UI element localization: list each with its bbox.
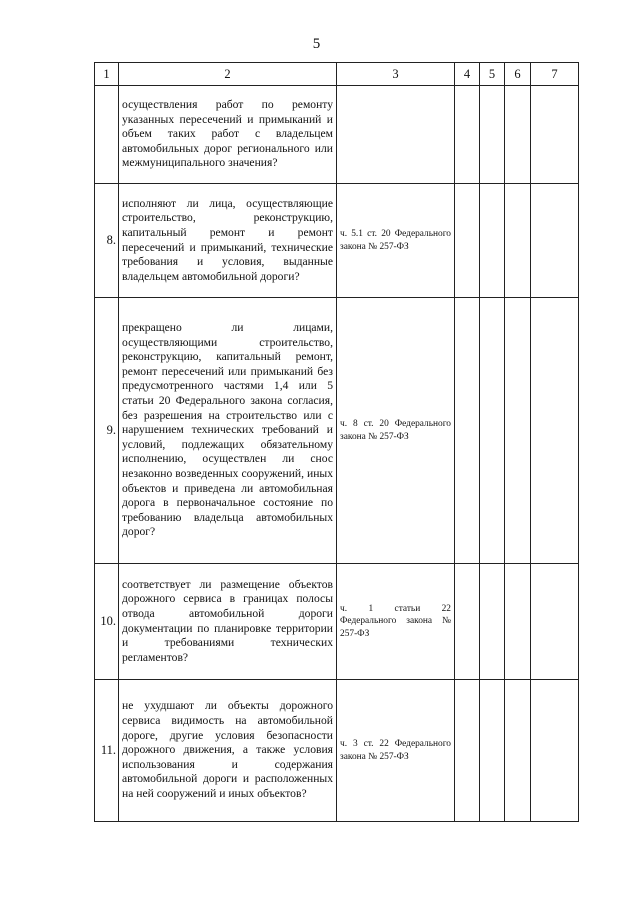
answer-cell-4 bbox=[455, 298, 480, 564]
header-row bbox=[95, 63, 579, 86]
note-cell-7 bbox=[531, 86, 579, 184]
table-row bbox=[95, 298, 579, 564]
answer-cell-6 bbox=[505, 564, 531, 680]
table-row bbox=[95, 680, 579, 822]
header-cell-2: 2 bbox=[119, 63, 337, 86]
header-cell-7: 7 bbox=[531, 63, 579, 86]
row-number: 11. bbox=[95, 680, 119, 822]
answer-cell-6 bbox=[505, 298, 531, 564]
table-row bbox=[95, 564, 579, 680]
reference-cell: ч. 1 статьи 22 Федерального закона № 257-ФЗ bbox=[337, 564, 455, 680]
header-cell-3: 3 bbox=[337, 63, 455, 86]
reference-cell: ч. 5.1 ст. 20 Федерального закона № 257-ФЗ bbox=[337, 184, 455, 298]
row-number bbox=[95, 86, 119, 184]
question-cell: исполняют ли лица, осуществляющие строительство, реконструкцию, капитальный ремонт и ремонт пересечений и примыканий, технические требования и условия, выданные владельцем автомобильной дороги? bbox=[119, 184, 337, 298]
note-cell-7 bbox=[531, 564, 579, 680]
header-cell-1: 1 bbox=[95, 63, 119, 86]
row-number: 9. bbox=[95, 298, 119, 564]
answer-cell-6 bbox=[505, 184, 531, 298]
answer-cell-6 bbox=[505, 680, 531, 822]
question-cell: прекращено ли лицами, осуществляющими строительство, реконструкцию, капитальный ремонт, ремонт пересечений или примыканий без предусмотренного частями 1,4 или 5 статьи 20 Федерального закона согласия, без разрешения на строительство или с нарушением технических требований и условий, подлежащих обязательному исполнению, осуществлен ли снос незаконно возведенных сооружений, иных объектов и приведена ли автомобильная дорога в первоначальное состояние по требованию владельца автомобильных дорог? bbox=[119, 298, 337, 564]
page-number: 5 bbox=[312, 36, 321, 52]
note-cell-7 bbox=[531, 298, 579, 564]
reference-cell: ч. 8 ст. 20 Федерального закона № 257-ФЗ bbox=[337, 298, 455, 564]
checklist-table bbox=[94, 62, 579, 822]
answer-cell-5 bbox=[480, 680, 505, 822]
answer-cell-4 bbox=[455, 564, 480, 680]
header-cell-5: 5 bbox=[480, 63, 505, 86]
answer-cell-5 bbox=[480, 564, 505, 680]
answer-cell-6 bbox=[505, 86, 531, 184]
row-number: 8. bbox=[95, 184, 119, 298]
note-cell-7 bbox=[531, 184, 579, 298]
reference-cell bbox=[337, 86, 455, 184]
question-cell: соответствует ли размещение объектов дорожного сервиса в границах полосы отвода автомобильной дороги документации по планировке территории и требованиями технических регламентов? bbox=[119, 564, 337, 680]
answer-cell-4 bbox=[455, 680, 480, 822]
answer-cell-5 bbox=[480, 298, 505, 564]
header-cell-4: 4 bbox=[455, 63, 480, 86]
header-cell-6: 6 bbox=[505, 63, 531, 86]
table-row bbox=[95, 184, 579, 298]
answer-cell-5 bbox=[480, 184, 505, 298]
row-number: 10. bbox=[95, 564, 119, 680]
question-cell: не ухудшают ли объекты дорожного сервиса видимость на автомобильной дороге, другие условия безопасности дорожного движения, а также условия использования и содержания автомобильной дороги и расположенных на ней сооружений и иных объектов? bbox=[119, 680, 337, 822]
answer-cell-5 bbox=[480, 86, 505, 184]
question-cell: осуществления работ по ремонту указанных пересечений и примыканий и объем таких работ с владельцем автомобильных дорог регионального или межмуниципального значения? bbox=[119, 86, 337, 184]
answer-cell-4 bbox=[455, 184, 480, 298]
table-row bbox=[95, 86, 579, 184]
answer-cell-4 bbox=[455, 86, 480, 184]
reference-cell: ч. 3 ст. 22 Федерального закона № 257-ФЗ bbox=[337, 680, 455, 822]
note-cell-7 bbox=[531, 680, 579, 822]
